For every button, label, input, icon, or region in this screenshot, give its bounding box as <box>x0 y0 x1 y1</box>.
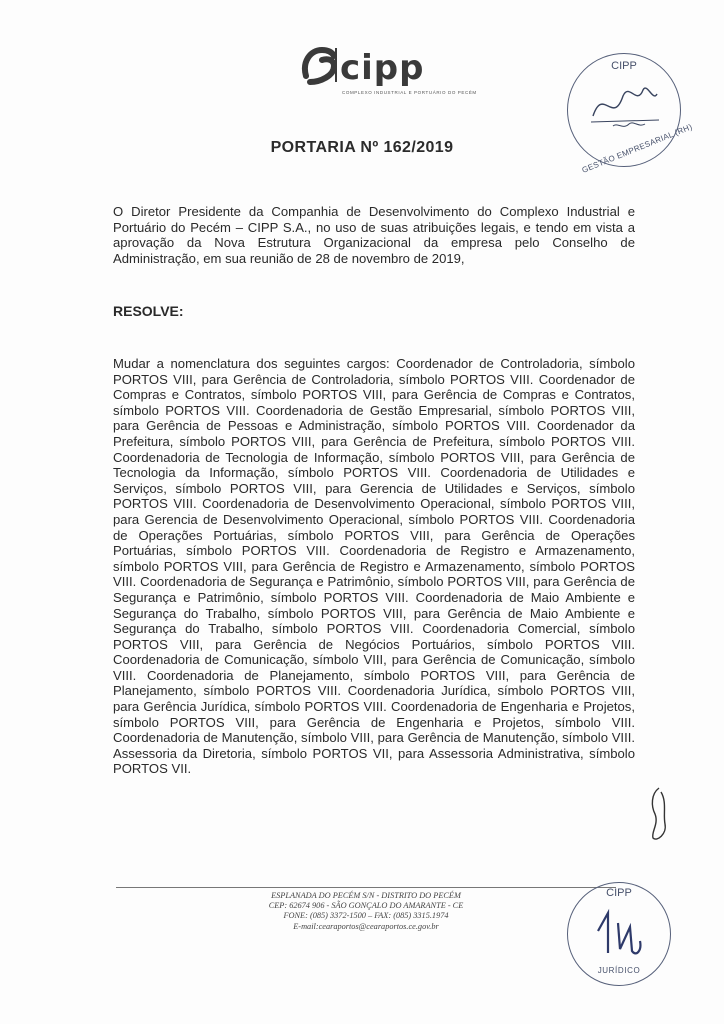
resolve-heading: RESOLVE: <box>113 303 184 319</box>
signature-scribble-icon <box>583 76 665 136</box>
document-title: PORTARIA Nº 162/2019 <box>270 139 454 156</box>
footer-line-2: CEP: 62674 906 - SÃO GONÇALO DO AMARANTE - CE <box>268 901 464 911</box>
footer-line-3: FONE: (085) 3372-1500 – FAX: (085) 3315.1974 <box>283 911 449 921</box>
body-paragraph: Mudar a nomenclatura dos seguintes cargos: Coordenador de Controladoria, símbolo PORTOS VIII, para Gerência de Controladoria, símbolo PORTOS VIII. Coordenador de Compras e Contratos, símbolo PORTOS VIII, para Gerência de Compras e Contratos, símbolo PORTOS VIII. Coordenadoria de Gestão Empresarial, símbolo PORTOS VIII, para Gerência de Pessoas e Administração, símbolo PORTOS VIII. Coordenador da Prefeitura, símbolo PORTOS VIII, para Gerência de Prefeitura, símbolo PORTOS VIII. Coordenadoria de Tecnologia de Informação, símbolo PORTOS VIII, para Gerência de Tecnologia da Informação, símbolo PORTOS VIII. Coordenadoria de Utilidades e Serviços, símbolo PORTOS VIII, para Gerencia de Utilidades e Serviços, símbolo PORTOS VIII. Coordenadoria de Desenvolvimento Operacional, símbolo PORTOS VIII, para Gerencia de Desenvolvimento Operacional, símbolo PORTOS VIII. Coordenadoria de Operações Portuárias, símbolo PORTOS VIII, para Gerência de Operações Portuárias, símbolo PORTOS VIII. Coordenadoria de Registro e Armazenamento, símbolo PORTOS VIII, para Gerência de Registro e Armazenamento, símbolo PORTOS VIII. Coordenadoria de Segurança e Patrimônio, símbolo PORTOS VIII, para Gerência de Segurança e Patrimônio, símbolo PORTOS VIII. Coordenadoria de Maio Ambiente e Segurança do Trabalho, símbolo PORTOS VIII, para Gerência de Maio Ambiente e Segurança do Trabalho, símbolo PORTOS VIII. Coordenadoria Comercial, símbolo PORTOS VIII, para Gerência de Negócios Portuários, símbolo PORTOS VIII. Coordenadoria de Comunicação, símbolo VIII, para Gerência de Comunicação, símbolo VIII. Coordenadoria de Planejamento, símbolo PORTOS VIII, para Gerência de Planejamento, símbolo PORTOS VIII. Coordenadoria Jurídica, símbolo PORTOS VIII, para Gerência Jurídica, símbolo PORTOS VIII. Coordenadoria de Engenharia e Projetos, símbolo PORTOS VIII, para Gerência de Engenharia e Projetos, símbolo VIII. Coordenadoria de Manutenção, símbolo VIII, para Gerência de Manutenção, símbolo VIII. Assessoria da Diretoria, símbolo PORTOS VII, para Assessoria Administrativa, símbolo PORTOS VII. <box>113 356 635 777</box>
stamp-subtitle: GESTÃO EMPRESARIAL (RH) <box>580 122 694 175</box>
signature-initials-icon <box>590 901 650 963</box>
company-logo <box>300 42 477 98</box>
margin-initial-icon <box>645 784 673 844</box>
footer-divider <box>116 887 616 888</box>
legal-stamp <box>567 882 671 986</box>
stamp-subtitle: JURÍDICO <box>597 966 641 975</box>
stamp-title: CIPP <box>606 887 632 899</box>
cipp-mark-icon <box>300 42 340 86</box>
logo-wordmark: cipp <box>340 48 425 88</box>
logo-subtitle: COMPLEXO INDUSTRIAL E PORTUÁRIO DO PECÉM <box>342 90 477 95</box>
footer-address <box>216 891 516 932</box>
stamp-title: CIPP <box>611 60 637 72</box>
footer-line-4: E-mail:cearaportos@cearaportos.ce.gov.br <box>293 921 439 931</box>
footer-line-1: ESPLANADA DO PECÉM S/N - DISTRITO DO PECÉM <box>271 891 461 900</box>
intro-paragraph: O Diretor Presidente da Companhia de Desenvolvimento do Complexo Industrial e Portuário do Pecém – CIPP S.A., no uso de suas atribuições legais, e tendo em vista a aprovação da Nova Estrutura Organizacional da empresa pelo Conselho de Administração, em sua reunião de 28 de novembro de 2019, <box>113 204 635 266</box>
